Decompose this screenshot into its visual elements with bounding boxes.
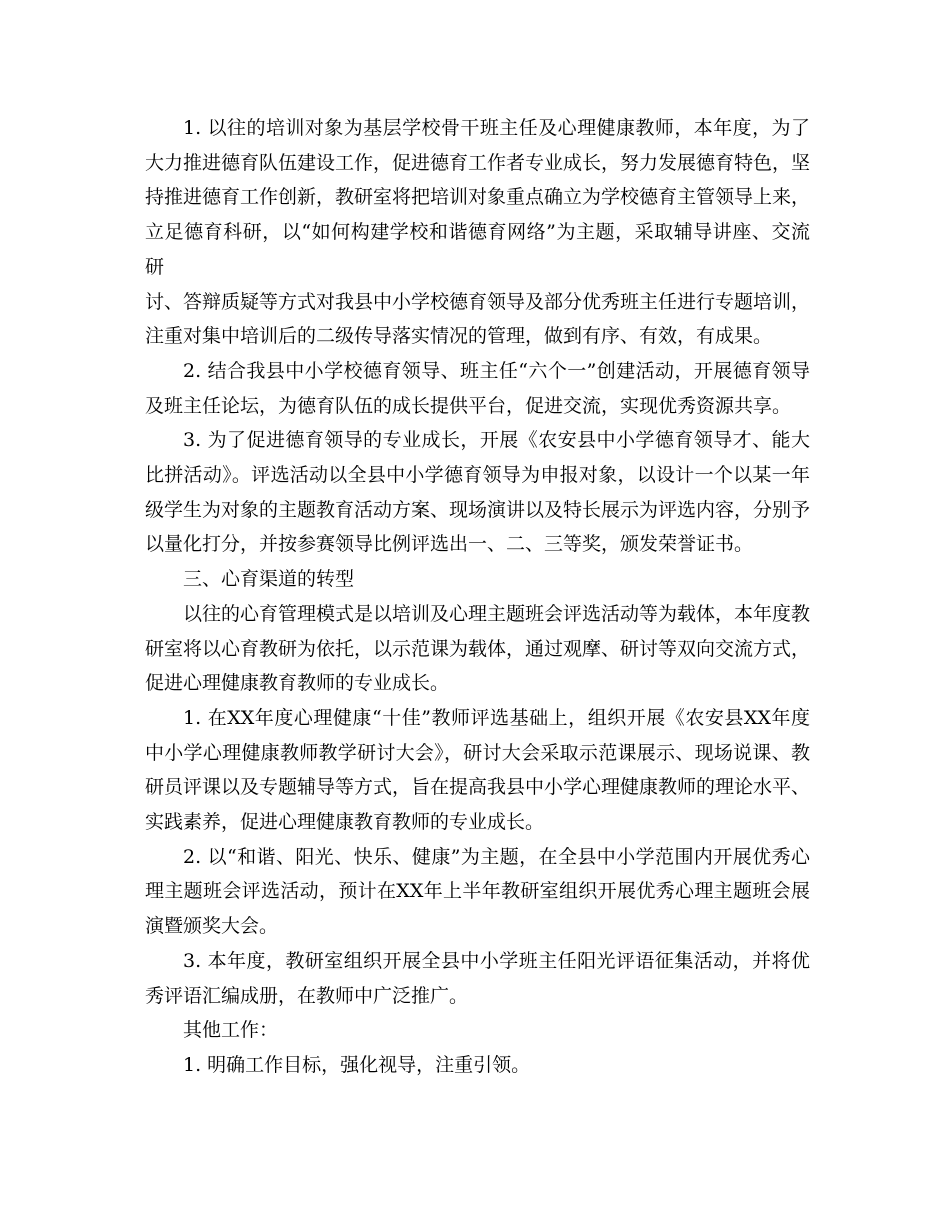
paragraph-training-objects: 1. 以往的培训对象为基层学校骨干班主任及心理健康教师，本年度，为了大力推进德育队伍建设工作，促进德育工作者专业成长，努力发展德育特色，坚持推进德育工作创新，教研室将把培训对象重点确立为学校德育主管领导上来，立足德育科研，以“如何构建学校和谐德育网络”为主题，采取辅导讲座、交流研 讨、答辩质疑等方式对我县中小学校德育领导及部分优秀班主任进行专题培训，注重对集中培训后的二级传导落实情况的管理，做到有序、有效，有成果。 [145,117,811,348]
section-heading: 三、心育渠道的转型 [183,568,355,591]
document-body [145,111,810,1083]
paragraph-conference: 1. 在XX年度心理健康“十佳”教师评选基础上，组织开展《农安县XX年度中小学心理健康教师教学研讨大会》，研讨大会采取示范课展示、现场说课、教研员评课以及专题辅导等方式，旨在提高我县中小学心理健康教师的理论水平、实践素养，促进心理健康教育教师的专业成长。 [145,706,811,834]
paragraph-goals: 1. 明确工作目标，强化视导，注重引领。 [183,1053,531,1076]
paragraph-intro: 以往的心育管理模式是以培训及心理主题班会评选活动等为载体，本年度教研室将以心育教研为依托，以示范课为载体，通过观摩、研讨等双向交流方式，促进心理健康教育教师的专业成长。 [145,602,811,695]
paragraph-forum: 2. 结合我县中小学校德育领导、班主任“六个一”创建活动，开展德育领导及班主任论坛，为德育队伍的成长提供平台，促进交流，实现优秀资源共享。 [145,359,810,417]
paragraph-comments: 3. 本年度，教研室组织开展全县中小学班主任阳光评语征集活动，并将优秀评语汇编成册，在教师中广泛推广。 [145,949,810,1007]
paragraph-competition: 3. 为了促进德育领导的专业成长，开展《农安县中小学德育领导才、能大比拼活动》。评选活动以全县中小学德育领导为申报对象，以设计一个以某一年级学生为对象的主题教育活动方案、现场演讲以及特长展示为评选内容，分别予以量化打分，并按参赛领导比例评选出一、二、三等奖，颁发荣誉证书。 [145,429,811,556]
paragraph-class-meeting: 2. 以“和谐、阳光、快乐、健康”为主题，在全县中小学范围内开展优秀心理主题班会评选活动，预计在XX年上半年教研室组织开展优秀心理主题班会展演暨颁奖大会。 [145,845,810,938]
other-work-heading: 其他工作： [183,1019,279,1042]
